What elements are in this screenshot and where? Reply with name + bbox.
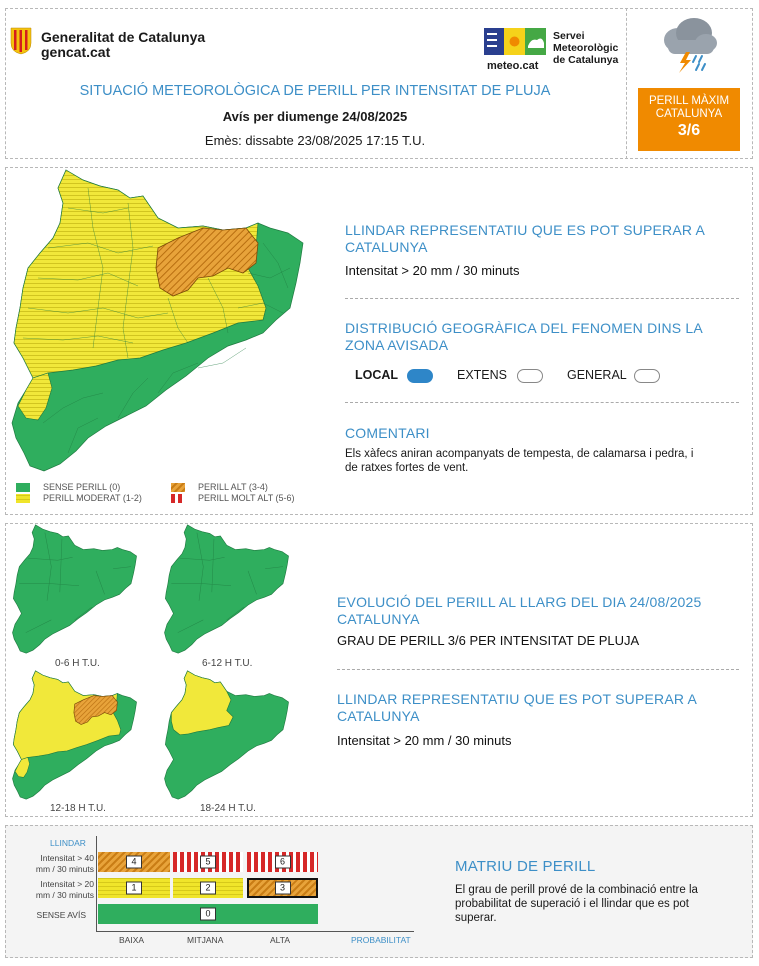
period-map-18-24 — [162, 670, 300, 800]
gov-domain: gencat.cat — [41, 44, 111, 60]
generalitat-logo-icon — [10, 27, 32, 55]
matrix-title: MATRIU DE PERILL — [455, 858, 596, 875]
evolution-threshold-title: LLINDAR REPRESENTATIU QUE ES POT SUPERAR A CATALUNYA — [337, 691, 697, 724]
header-divider — [626, 8, 627, 159]
legend-label-high: PERILL ALT (3-4) — [198, 482, 268, 492]
matrix-cell-0: 0 — [98, 904, 318, 924]
meteo-service-line3: de Catalunya — [553, 54, 619, 66]
max-danger-label1: PERILL MÀXIM — [648, 95, 730, 107]
option-local-label: LOCAL — [355, 368, 398, 382]
comment-title: COMENTARI — [345, 425, 430, 441]
period-map-6-12 — [162, 524, 300, 654]
legend-swatch-none — [16, 483, 30, 492]
option-general-label: GENERAL — [567, 368, 627, 382]
option-general-toggle[interactable] — [634, 369, 660, 383]
separator — [345, 298, 739, 299]
legend-label-none: SENSE PERILL (0) — [43, 482, 121, 492]
page-title: SITUACIÓ METEOROLÒGICA DE PERILL PER INTENSITAT DE PLUJA — [79, 83, 551, 99]
distribution-title: DISTRIBUCIÓ GEOGRÀFICA DEL FENOMEN DINS LA ZONA AVISADA — [345, 320, 703, 353]
meteocat-logo-text: meteo.cat — [487, 60, 539, 72]
evolution-grade: GRAU DE PERILL 3/6 PER INTENSITAT DE PLUJA — [337, 633, 640, 648]
option-general[interactable] — [567, 368, 660, 383]
matrix-row-mid-2: mm / 30 minuts — [35, 890, 94, 900]
option-extens-label: EXTENS — [457, 368, 508, 382]
matrix-row-mid-1: Intensitat > 20 — [40, 879, 94, 889]
matrix-row-none: SENSE AVÍS — [36, 910, 86, 920]
matrix-cell-5: 5 — [173, 852, 243, 872]
option-extens-toggle[interactable] — [517, 369, 543, 383]
matrix-row-high-1: Intensitat > 40 — [40, 853, 94, 863]
matrix-cell-1: 1 — [98, 878, 170, 898]
threshold-value: Intensitat > 20 mm / 30 minuts — [345, 263, 520, 278]
period-map-0-6 — [10, 524, 148, 654]
thunderstorm-rain-icon — [658, 16, 720, 74]
legend-swatch-very-high — [171, 494, 185, 503]
matrix-col-baixa: BAIXA — [119, 935, 145, 945]
legend-label-very-high: PERILL MOLT ALT (5-6) — [198, 493, 295, 503]
gov-name: Generalitat de Catalunya — [41, 29, 206, 45]
matrix-col-alta: ALTA — [270, 935, 290, 945]
comment-text: Els xàfecs aniran acompanyats de tempesta, de calamarsa i pedra, i de ratxes fortes de vent. — [345, 448, 694, 474]
matrix-y-axis — [96, 836, 97, 932]
legend-label-moderate: PERILL MODERAT (1-2) — [43, 493, 142, 503]
matrix-cell-2: 2 — [173, 878, 243, 898]
evolution-threshold-value: Intensitat > 20 mm / 30 minuts — [337, 733, 512, 748]
matrix-text: El grau de perill prové de la combinació entre la probabilitat de superació i el llindar que es pot superar. — [455, 884, 698, 924]
meteo-service-line2: Meteorològic — [553, 42, 619, 54]
period-map-12-18 — [10, 670, 148, 800]
option-local[interactable] — [355, 368, 433, 383]
matrix-row-high-2: mm / 30 minuts — [35, 864, 94, 874]
max-danger-value: 3/6 — [677, 122, 701, 139]
meteocat-logo — [484, 28, 546, 72]
legend-swatch-moderate — [16, 494, 30, 503]
period-label-6-12: 6-12 H T.U. — [202, 658, 253, 669]
matrix-cell-4: 4 — [98, 852, 170, 872]
page-subtitle: Avís per diumenge 24/08/2025 — [222, 109, 408, 124]
separator — [345, 402, 739, 403]
option-extens[interactable] — [457, 368, 543, 383]
max-danger-label2: CATALUNYA — [655, 108, 723, 120]
period-label-12-18: 12-18 H T.U. — [50, 803, 106, 814]
matrix-cell-6: 6 — [247, 852, 318, 872]
option-local-toggle[interactable] — [407, 369, 433, 383]
period-label-18-24: 18-24 H T.U. — [200, 803, 256, 814]
matrix-prob-label: PROBABILITAT — [351, 935, 411, 945]
max-danger-badge — [638, 88, 740, 151]
period-label-0-6: 0-6 H T.U. — [55, 658, 100, 669]
catalonia-main-map — [8, 168, 328, 473]
issued-time: Emès: dissabte 23/08/2025 17:15 T.U. — [204, 133, 426, 148]
matrix-llindar-label: LLINDAR — [50, 838, 86, 848]
matrix-x-axis — [96, 931, 414, 932]
separator — [337, 669, 739, 670]
legend-swatch-high — [171, 483, 185, 492]
meteo-service-line1: Servei — [553, 30, 585, 42]
matrix-col-mitjana: MITJANA — [187, 935, 224, 945]
evolution-title: EVOLUCIÓ DEL PERILL AL LLARG DEL DIA 24/08/2025 CATALUNYA — [337, 594, 702, 627]
matrix-cell-3-selected: 3 — [247, 878, 318, 898]
threshold-title: LLINDAR REPRESENTATIU QUE ES POT SUPERAR A CATALUNYA — [345, 222, 705, 255]
